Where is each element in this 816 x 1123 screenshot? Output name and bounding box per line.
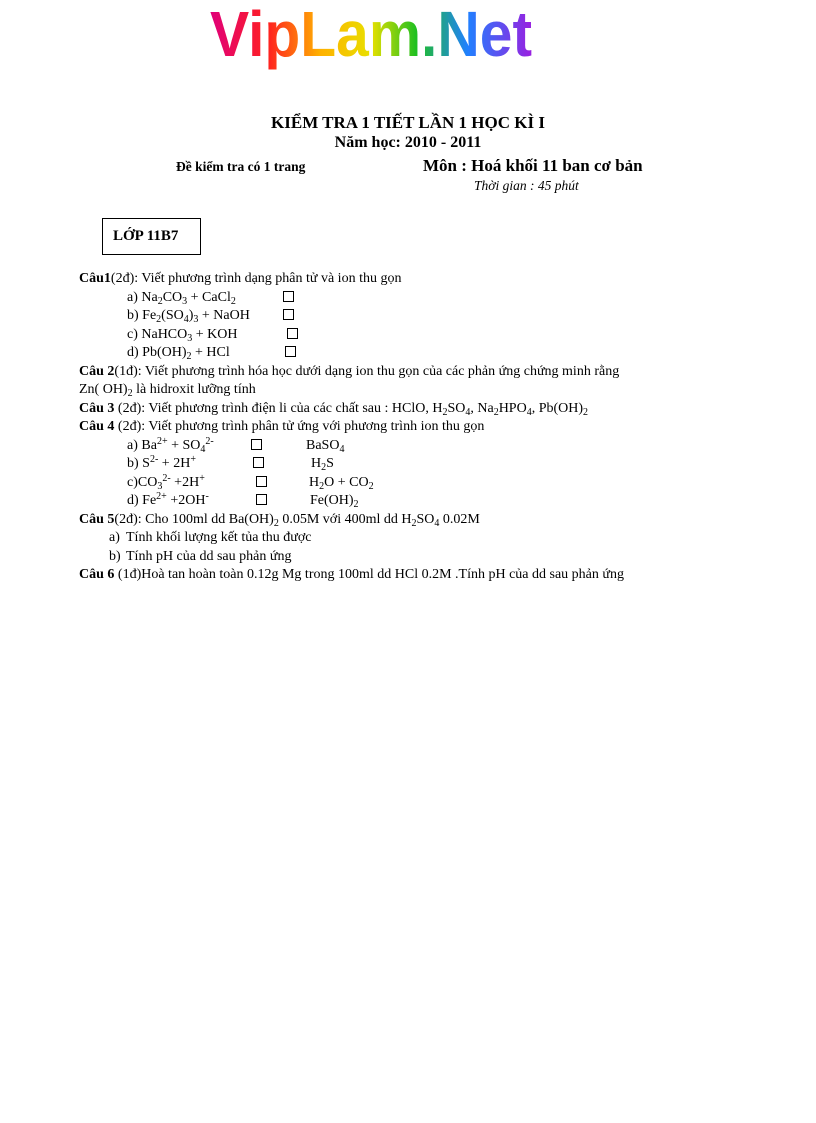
q1-item-c: c) NaHCO$_3$ + KOH: [79, 326, 739, 345]
q4-item-d: d) $Fe^{2+} +2OH^-$ $Fe(OH)_2$: [127, 491, 359, 510]
arrow-box-icon: [283, 291, 294, 302]
q5-item-a: a) Tính khối lượng kết tủa thu được: [109, 530, 312, 545]
exam-body: [79, 270, 739, 585]
question-label: Câu 2: [79, 363, 115, 379]
arrow-box-icon: [287, 328, 298, 339]
q4-item-a: a) $Ba^{2+} + SO_4^{2-}$ BaSO$_4$: [127, 435, 345, 455]
question-4: [79, 418, 739, 437]
question-2-cont: Zn( $OH)_2$ là hidroxit lưỡng tính: [79, 382, 256, 399]
class-label: LỚP 11B7: [113, 228, 179, 244]
question-label: Câu 5: [79, 511, 115, 527]
class-box: [102, 218, 201, 255]
arrow-box-icon: [283, 309, 294, 320]
q1-item-d: d) $Pb(OH)_2$ + HCl: [79, 344, 739, 363]
question-label: Câu1: [79, 271, 111, 286]
question-label: Câu 3: [79, 400, 115, 416]
exam-time: Thời gian : 45 phút: [474, 178, 579, 193]
arrow-box-icon: [285, 346, 296, 357]
question-1: [79, 270, 739, 289]
pages-note: Đề kiểm tra có 1 trang: [176, 159, 306, 174]
question-5: Câu 5(2đ): Cho 100ml dd $Ba(OH)_2$ 0.05M với 400ml dd $H_2SO_4$ 0.02M: [79, 511, 480, 529]
school-year: Năm học: 2010 - 2011: [334, 134, 482, 151]
subject: Môn : Hoá khối 11 ban cơ bản: [423, 156, 643, 175]
arrow-box-icon: [256, 494, 267, 505]
arrow-box-icon: [256, 476, 267, 487]
question-2: [79, 363, 739, 382]
question-label: Câu 4: [79, 419, 115, 434]
question-3: Câu 3 (2đ): Viết phương trình điện li của các chất sau : HClO, $H_2SO_4$, $Na_2HPO_4$, $Pb(OH)_2$: [79, 400, 589, 418]
logo-text: VipLam.Net: [210, 0, 532, 70]
question-label: Câu 6: [79, 567, 115, 582]
question-text: (1đ)Hoà tan hoàn toàn 0.12g Mg trong 100ml dd HCl 0.2M .Tính pH của dd sau phản ứng: [114, 567, 624, 582]
question-text: (2đ): Viết phương trình phân tử ứng với phương trình ion thu gọn: [114, 419, 485, 434]
question-6: [79, 566, 739, 585]
question-text: (2đ): Viết phương trình dạng phân tử và ion thu gọn: [110, 271, 402, 286]
q4-item-c: $c)CO_3^{2-} +2H^+$ $H_2O + CO_2$: [127, 472, 374, 492]
q1-item-a: a) $Na_2CO_3$ + CaCl$_2$: [79, 289, 739, 308]
question-text: (1đ): Viết phương trình hóa học dưới dạng ion thu gọn của các phản ứng chứng minh rằng: [114, 363, 620, 379]
arrow-box-icon: [251, 439, 262, 450]
viplam-logo: [208, 0, 538, 70]
q5-item-b: b) Tính pH của dd sau phản ứng: [109, 548, 292, 564]
viplam-logo-image: [208, 0, 538, 70]
exam-title: KIỂM TRA 1 TIẾT LẦN 1 HỌC KÌ I: [271, 113, 545, 132]
q1-item-b: b) $Fe_2(SO_4)_3$ + NaOH: [79, 307, 739, 326]
q4-item-b: b) $S^{2-} + 2H^+$ $H_2S$: [127, 454, 334, 473]
arrow-box-icon: [253, 457, 264, 468]
